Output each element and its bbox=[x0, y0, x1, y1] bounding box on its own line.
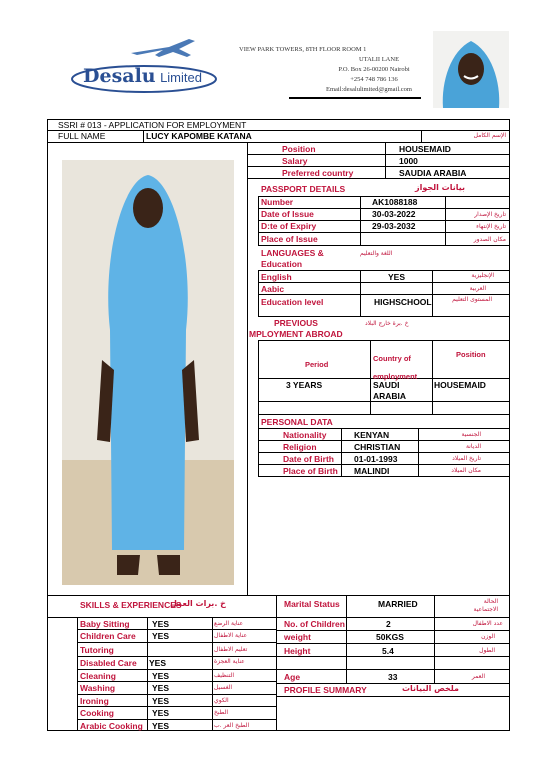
job-country-label: Preferred country bbox=[282, 168, 354, 178]
nationality-arabic: الجنسية bbox=[461, 431, 481, 438]
passport-title-arabic: بيانات الجواز bbox=[415, 183, 465, 192]
lang-english-value: YES bbox=[388, 272, 406, 282]
languages-title-line-1: LANGUAGES & bbox=[261, 248, 324, 258]
address-line-5: Email:desalulimited@gmail.com bbox=[326, 86, 412, 93]
skill-disabled-care-label: Disabled Care bbox=[80, 658, 137, 668]
religion-arabic: الديانة bbox=[465, 443, 481, 450]
airplane-icon bbox=[129, 35, 199, 61]
employment-col-position: Position bbox=[456, 350, 486, 359]
skill-children-care-label: Children Care bbox=[80, 631, 136, 641]
skills-title: SKILLS & EXPERIENCES bbox=[80, 600, 182, 610]
skill-cooking-label: Cooking bbox=[80, 708, 114, 718]
company-address bbox=[239, 45, 439, 95]
dob-arabic: تاريخ الميلاد bbox=[452, 455, 481, 462]
dob-value: 01-01-1993 bbox=[354, 454, 398, 464]
address-line-1: VIEW PARK TOWERS, 8TH FLOOR ROOM 1 bbox=[239, 46, 367, 53]
lang-arabic-label: Aabic bbox=[261, 284, 285, 294]
employment-title-line-1: PREVIOUS bbox=[274, 318, 318, 328]
skill-arabic-cooking-arabic: الطبخ العر .ب bbox=[214, 722, 250, 729]
skill-baby-sitting-value: YES bbox=[152, 619, 170, 629]
passport-issue-arabic: تاريخ الإصدار bbox=[474, 211, 506, 218]
skills-title-arabic: خ .برات العمل bbox=[170, 599, 226, 608]
height-value: 5.4 bbox=[382, 646, 394, 656]
company-logo bbox=[69, 35, 219, 95]
skill-cleaning-label: Cleaning bbox=[80, 671, 116, 681]
skill-washing-value: YES bbox=[152, 683, 170, 693]
employment-country-value bbox=[373, 380, 406, 402]
employment-title-arabic: خ .برة خارج البلاد bbox=[365, 320, 409, 327]
skill-baby-sitting-label: Baby Sitting bbox=[80, 619, 130, 629]
skill-cleaning-arabic: التنظيف bbox=[214, 672, 235, 679]
languages-title-line-2: Education bbox=[261, 259, 303, 269]
skill-disabled-care-value: YES bbox=[149, 658, 167, 668]
age-arabic: العمر bbox=[471, 673, 485, 680]
passport-issue-value: 30-03-2022 bbox=[372, 209, 416, 219]
job-salary-label: Salary bbox=[282, 156, 308, 166]
weight-label: weight bbox=[284, 632, 311, 642]
job-country-value: SAUDIA ARABIA bbox=[399, 168, 467, 178]
pob-label: Place of Birth bbox=[283, 466, 338, 476]
children-count-label: No. of Children bbox=[284, 619, 345, 629]
skill-cooking-arabic: الطبخ bbox=[214, 709, 229, 716]
job-position-value: HOUSEMAID bbox=[399, 144, 451, 154]
languages-title bbox=[261, 248, 324, 270]
address-underline bbox=[289, 97, 421, 99]
employment-col-period: Period bbox=[305, 360, 329, 369]
weight-value: 50KGS bbox=[376, 632, 404, 642]
lang-english-label: English bbox=[261, 272, 292, 282]
skill-washing-arabic: الغسيل bbox=[214, 684, 233, 691]
passport-number-label: Number bbox=[261, 197, 294, 207]
nationality-label: Nationality bbox=[283, 430, 327, 440]
languages-title-arabic: اللغة والتعليم bbox=[360, 250, 393, 257]
employment-period-value: 3 YEARS bbox=[286, 380, 323, 390]
children-count-arabic: عدد الاطفال bbox=[472, 620, 503, 627]
employment-country-line-1: SAUDI bbox=[373, 380, 400, 390]
full-name-value: LUCY KAPOMBE KATANA bbox=[146, 131, 252, 141]
personal-data-title: PERSONAL DATA bbox=[261, 417, 333, 427]
passport-place-arabic: مكان الصدور bbox=[473, 236, 506, 243]
address-line-4: +254 748 786 136 bbox=[350, 76, 398, 83]
pob-arabic: مكان الميلاد bbox=[451, 467, 481, 474]
skill-baby-sitting-arabic: عناية الرضع bbox=[214, 620, 244, 627]
weight-arabic: الوزن bbox=[481, 633, 495, 640]
religion-label: Religion bbox=[283, 442, 317, 452]
passport-expiry-arabic: تاريخ الإنتهاء bbox=[476, 223, 506, 230]
full-name-arabic: الإسم الكامل bbox=[473, 132, 506, 139]
skill-tutoring-arabic: تعليم الاطفال bbox=[214, 646, 248, 653]
marital-status-value: MARRIED bbox=[378, 599, 418, 609]
skill-ironing-value: YES bbox=[152, 696, 170, 706]
skill-tutoring-label: Tutoring bbox=[80, 645, 114, 655]
applicant-portrait-photo bbox=[433, 31, 509, 108]
employment-title-line-2: MPLOYMENT ABROAD bbox=[249, 329, 343, 339]
nationality-value: KENYAN bbox=[354, 430, 390, 440]
passport-title: PASSPORT DETAILS bbox=[261, 184, 346, 194]
address-line-3: P.O. Box 26-00200 Nairobi bbox=[338, 66, 410, 73]
marital-status-arabic: الحالة الاجتماعية bbox=[473, 598, 498, 613]
skill-ironing-arabic: الكوي bbox=[214, 697, 229, 704]
education-level-label: Education level bbox=[261, 297, 324, 307]
full-name-label: FULL NAME bbox=[58, 131, 106, 141]
skill-children-care-arabic: عناية الاطفال bbox=[214, 632, 248, 639]
skill-ironing-label: Ironing bbox=[80, 696, 109, 706]
employment-col-country-line-1: Country of bbox=[373, 354, 411, 363]
job-position-label: Position bbox=[282, 144, 316, 154]
pob-value: MALINDI bbox=[354, 466, 390, 476]
religion-value: CHRISTIAN bbox=[354, 442, 401, 452]
height-label: Height bbox=[284, 646, 311, 656]
employment-position-value: HOUSEMAID bbox=[434, 380, 486, 390]
skill-cleaning-value: YES bbox=[152, 671, 170, 681]
age-label: Age bbox=[284, 672, 301, 682]
education-level-value: HIGHSCHOOL bbox=[374, 297, 432, 307]
marital-status-label: Marital Status bbox=[284, 599, 340, 609]
lang-english-arabic: الإنجليزية bbox=[471, 272, 494, 279]
skill-disabled-care-arabic: عناية العجزة bbox=[214, 658, 245, 665]
age-value: 33 bbox=[388, 672, 398, 682]
passport-place-label: Place of Issue bbox=[261, 234, 318, 244]
skill-washing-label: Washing bbox=[80, 683, 116, 693]
passport-expiry-value: 29-03-2032 bbox=[372, 221, 416, 231]
profile-summary-label: PROFILE SUMMARY bbox=[284, 685, 367, 695]
skill-cooking-value: YES bbox=[152, 708, 170, 718]
education-level-arabic: المستوى التعليم bbox=[452, 296, 492, 303]
lang-arabic-arabic: العربية bbox=[469, 285, 486, 292]
skill-arabic-cooking-value: YES bbox=[152, 721, 170, 731]
applicant-full-body-photo bbox=[62, 160, 234, 585]
skill-children-care-value: YES bbox=[152, 631, 170, 641]
logo-text-limited: Limited bbox=[160, 70, 202, 85]
passport-number-value: AK1088188 bbox=[372, 197, 418, 207]
address-line-2: UTALII LANE bbox=[358, 56, 400, 63]
children-count-value: 2 bbox=[386, 619, 391, 629]
form-title: SSRI # 013 - APPLICATION FOR EMPLOYMENT bbox=[58, 120, 247, 130]
job-salary-value: 1000 bbox=[399, 156, 418, 166]
passport-expiry-label: D:te of Expiry bbox=[261, 221, 317, 231]
employment-title bbox=[249, 318, 343, 340]
height-arabic: الطول bbox=[479, 647, 495, 654]
profile-summary-arabic: ملخص البيانات bbox=[402, 684, 460, 693]
employment-col-country-line-2: employment bbox=[373, 372, 418, 381]
employment-country-line-2: ARABIA bbox=[373, 391, 407, 401]
passport-issue-label: Date of Issue bbox=[261, 209, 314, 219]
logo-text-desalu: Desalu bbox=[83, 65, 156, 87]
dob-label: Date of Birth bbox=[283, 454, 334, 464]
skill-arabic-cooking-label: Arabic Cooking bbox=[80, 721, 143, 731]
